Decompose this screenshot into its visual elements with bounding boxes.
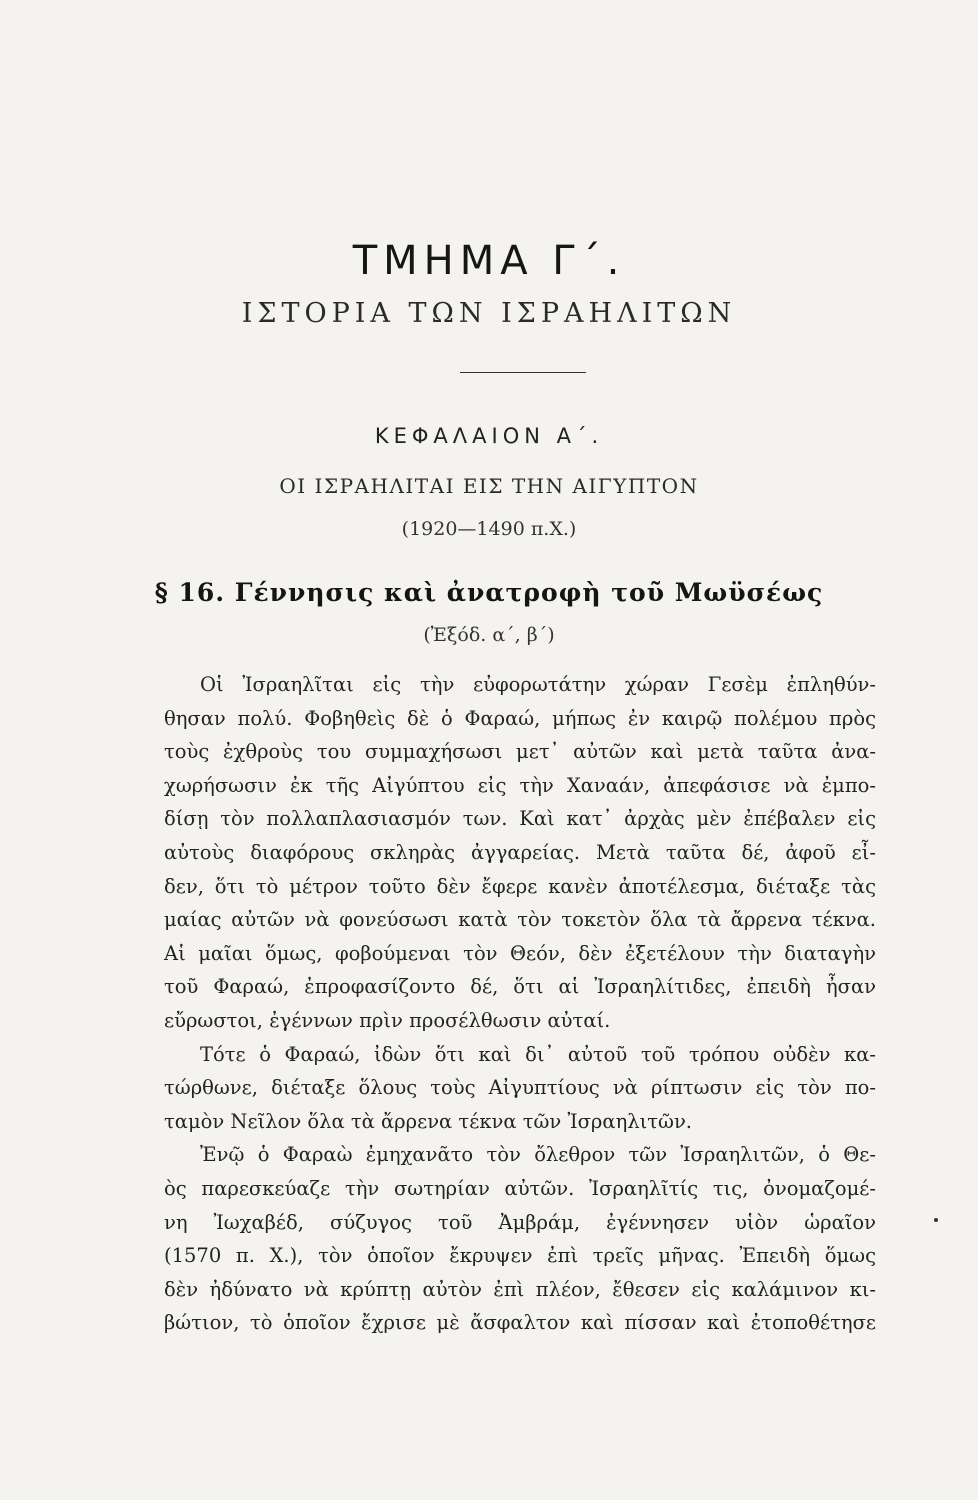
text-line: χωρήσωσιν ἐκ τῆς Αἰγύπτου εἰς τὴν Χαναάν, ἀπεφάσισε νὰ ἐμπο- (164, 773, 876, 797)
section-title: ΤΜΗΜΑ Γ΄. (352, 238, 626, 284)
text-line: μαίας αὐτῶν νὰ φονεύσωσι κατὰ τὸν τοκετὸν ὅλα τὰ ἄρρενα τέκνα. (164, 908, 876, 932)
text-line: νη Ἰωχαβέδ, σύζυγος τοῦ Ἀμβράμ, ἐγέννησεν υἱὸν ὡραῖον (164, 1210, 876, 1234)
text-line: εὔρωστοι, ἐγέννων πρὶν προσέλθωσιν αὐταί. (164, 1008, 611, 1032)
paragraph-heading: § 16. Γέννησις καὶ ἀνατροφὴ τοῦ Μωϋσέως (154, 578, 824, 607)
text-line: Αἱ μαῖαι ὅμως, φοβούμεναι τὸν Θεόν, δὲν ἐξετέλουν τὴν διαταγὴν (164, 941, 876, 965)
text-line: ταμὸν Νεῖλον ὅλα τὰ ἄρρενα τέκνα τῶν Ἰσραηλιτῶν. (164, 1109, 692, 1133)
divider-rule (460, 372, 586, 373)
print-speck (934, 1218, 938, 1222)
text-line: ὸς παρεσκεύαζε τὴν σωτηρίαν αὐτῶν. Ἰσραηλῖτίς τις, ὀνομαζομέ- (164, 1176, 876, 1200)
text-line: τοὺς ἐχθροὺς του συμμαχήσωσι μετ᾽ αὐτῶν καὶ μετὰ ταῦτα ἀνα- (164, 740, 876, 764)
text-line: δὲν ἠδύνατο νὰ κρύπτῃ αὐτὸν ἐπὶ πλέον, ἔθεσεν εἰς καλάμινον κι- (164, 1277, 876, 1301)
scripture-reference: (Ἐξόδ. α΄, β΄) (423, 624, 555, 646)
section-subtitle: ΙΣΤΟΡΙΑ ΤΩΝ ΙΣΡΑΗΛΙΤΩΝ (241, 298, 737, 329)
text-line: Ἐνῷ ὁ Φαραὼ ἐμηχανᾶτο τὸν ὄλεθρον τῶν Ἰσραηλιτῶν, ὁ Θε- (200, 1143, 876, 1167)
text-line: θησαν πολύ. Φοβηθεὶς δὲ ὁ Φαραώ, μήπως ἐν καιρῷ πολέμου πρὸς (164, 706, 876, 730)
text-line: Οἱ Ἰσραηλῖται εἰς τὴν εὐφορωτάτην χώραν Γεσὲμ ἐπληθύν- (200, 673, 876, 696)
text-line: τώρθωνε, διέταξε ὅλους τοὺς Αἰγυπτίους νὰ ρίπτωσιν εἰς τὸν πο- (164, 1076, 876, 1100)
body-text (164, 668, 876, 1340)
text-line: τοῦ Φαραώ, ἐπροφασίζοντο δέ, ὅτι αἱ Ἰσραηλίτιδες, ἐπειδὴ ἦσαν (164, 975, 876, 999)
text-line: βώτιον, τὸ ὁποῖον ἔχρισε μὲ ἄσφαλτον καὶ πίσσαν καὶ ἐτοποθέτησε (164, 1311, 876, 1335)
text-line: δεν, ὅτι τὸ μέτρον τοῦτο δὲν ἔφερε κανὲν ἀποτέλεσμα, διέταξε τὰς (164, 874, 876, 898)
text-line: Τότε ὁ Φαραώ, ἰδὼν ὅτι καὶ δι᾽ αὐτοῦ τοῦ τρόπου οὐδὲν κα- (200, 1042, 876, 1066)
text-line: αὐτοὺς διαφόρους σκληρὰς ἀγγαρείας. Μετὰ ταῦτα δέ, ἀφοῦ εἶ- (164, 840, 876, 864)
chapter-title: ΚΕΦΑΛΑΙΟΝ Α΄. (374, 424, 604, 448)
text-line: δίσῃ τὸν πολλαπλασιασμόν των. Καὶ κατ᾽ ἀρχὰς μὲν ἐπέβαλεν εἰς (164, 807, 876, 831)
text-line: (1570 π. Χ.), τὸν ὁποῖον ἔκρυψεν ἐπὶ τρεῖς μῆνας. Ἐπειδὴ ὅμως (164, 1244, 876, 1268)
chapter-dates: (1920—1490 π.Χ.) (401, 518, 577, 540)
chapter-subtitle: ΟΙ ΙΣΡΑΗΛΙΤΑΙ ΕΙΣ ΤΗΝ ΑΙΓΥΠΤΟΝ (279, 474, 699, 498)
